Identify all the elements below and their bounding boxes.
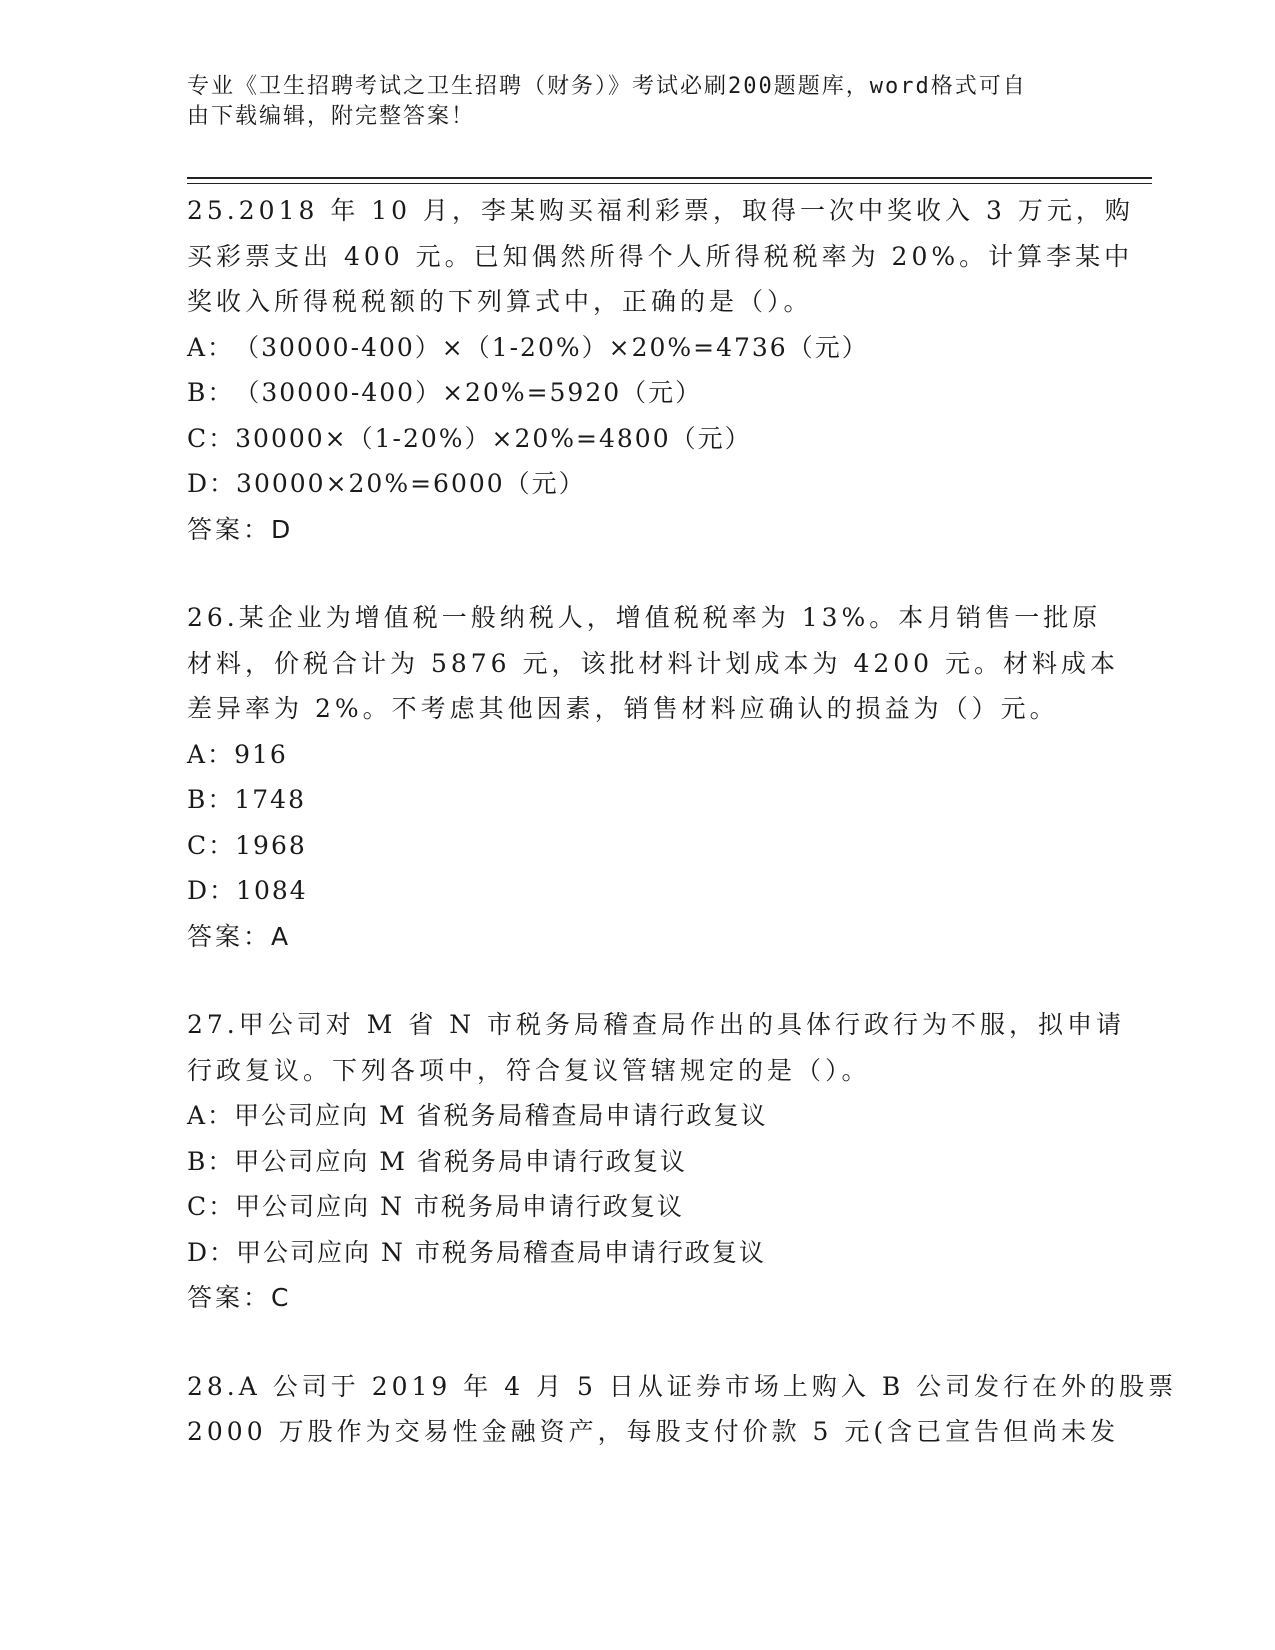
option-text: （30000-400）×（1-20%）×20%=4736（元） xyxy=(234,332,869,362)
answer-label: 答案：C xyxy=(187,1283,292,1312)
question-stem-line: 27.甲公司对 M 省 N 市税务局稽查局作出的具体行政行为不服，拟申请 xyxy=(187,1010,1126,1039)
option-a xyxy=(187,732,1087,778)
option-key: C： xyxy=(187,423,236,453)
question-stem-line: 26.某企业为增值税一般纳税人，增值税税率为 13%。本月销售一批原 xyxy=(187,603,1102,632)
option-key: C： xyxy=(187,830,236,860)
question-stem-line: 28.A 公司于 2019 年 4 月 5 日从证券市场上购入 B 公司发行在外的股票 xyxy=(187,1371,1178,1401)
option-list xyxy=(187,325,1087,507)
question-stem-line: 买彩票支出 400 元。已知偶然所得个人所得税税率为 20%。计算李某中 xyxy=(187,241,1134,271)
option-key: B： xyxy=(187,378,235,407)
option-text: 1748 xyxy=(234,785,306,814)
answer-label: 答案：A xyxy=(187,921,292,951)
option-key: B： xyxy=(187,785,235,814)
option-text: （30000-400）×20%=5920（元） xyxy=(234,378,703,407)
document-header xyxy=(187,72,1087,132)
option-key: C： xyxy=(187,1192,236,1221)
option-key: D： xyxy=(187,876,237,905)
option-d xyxy=(187,461,1087,507)
option-d xyxy=(187,1230,1087,1276)
option-text: 916 xyxy=(234,739,288,769)
option-b xyxy=(187,370,1087,416)
option-d xyxy=(187,868,1087,914)
option-key: A： xyxy=(187,332,235,362)
option-key: A： xyxy=(187,1101,235,1130)
question-stem-line: 材料，价税合计为 5876 元，该批材料计划成本为 4200 元。材料成本 xyxy=(187,648,1120,678)
option-b xyxy=(187,1139,1087,1185)
option-text: 甲公司应向 M 省税务局申请行政复议 xyxy=(234,1146,687,1176)
option-text: 30000×20%=6000（元） xyxy=(236,469,586,498)
option-c xyxy=(187,1184,1087,1230)
header-rule-thin xyxy=(187,183,1152,184)
question-stem-line: 奖收入所得税税额的下列算式中，正确的是（）。 xyxy=(187,287,813,316)
option-c xyxy=(187,416,1087,462)
header-line-1: 专业《卫生招聘考试之卫生招聘（财务）》考试必刷200题题库，word格式可自 xyxy=(187,74,1027,99)
option-text: 1968 xyxy=(235,830,307,860)
question-stem-line: 行政复议。下列各项中，符合复议管辖规定的是（）。 xyxy=(187,1055,871,1085)
option-text: 甲公司应向 M 省税务局稽查局申请行政复议 xyxy=(234,1101,768,1130)
header-rule-thick xyxy=(187,177,1152,179)
question-stem-line: 差异率为 2%。不考虑其他因素，销售材料应确认的损益为（）元。 xyxy=(187,694,1059,723)
option-list xyxy=(187,732,1087,914)
option-text: 甲公司应向 N 市税务局申请行政复议 xyxy=(235,1192,684,1221)
option-text: 30000×（1-20%）×20%=4800（元） xyxy=(235,423,752,453)
option-c xyxy=(187,823,1087,869)
question-26 xyxy=(187,595,1120,959)
option-list xyxy=(187,1093,1087,1275)
question-stem-line: 2000 万股作为交易性金融资产，每股支付价款 5 元(含已宣告但尚未发 xyxy=(187,1417,1120,1446)
option-a xyxy=(187,1093,1087,1139)
option-key: A： xyxy=(187,739,235,769)
option-b xyxy=(187,777,1087,823)
option-key: D： xyxy=(187,469,237,498)
header-line-2: 由下载编辑，附完整答案！ xyxy=(187,104,476,129)
option-text: 甲公司应向 N 市税务局稽查局申请行政复议 xyxy=(236,1237,766,1267)
option-key: B： xyxy=(187,1146,235,1176)
question-list xyxy=(187,188,1178,1498)
question-25 xyxy=(187,188,1134,552)
question-stem-line: 25.2018 年 10 月，李某购买福利彩票，取得一次中奖收入 3 万元，购 xyxy=(187,196,1134,225)
option-key: D： xyxy=(187,1237,237,1267)
question-28 xyxy=(187,1364,1178,1455)
answer-label: 答案：D xyxy=(187,514,294,544)
option-a xyxy=(187,325,1087,371)
question-27 xyxy=(187,1002,1126,1321)
option-text: 1084 xyxy=(236,876,308,905)
